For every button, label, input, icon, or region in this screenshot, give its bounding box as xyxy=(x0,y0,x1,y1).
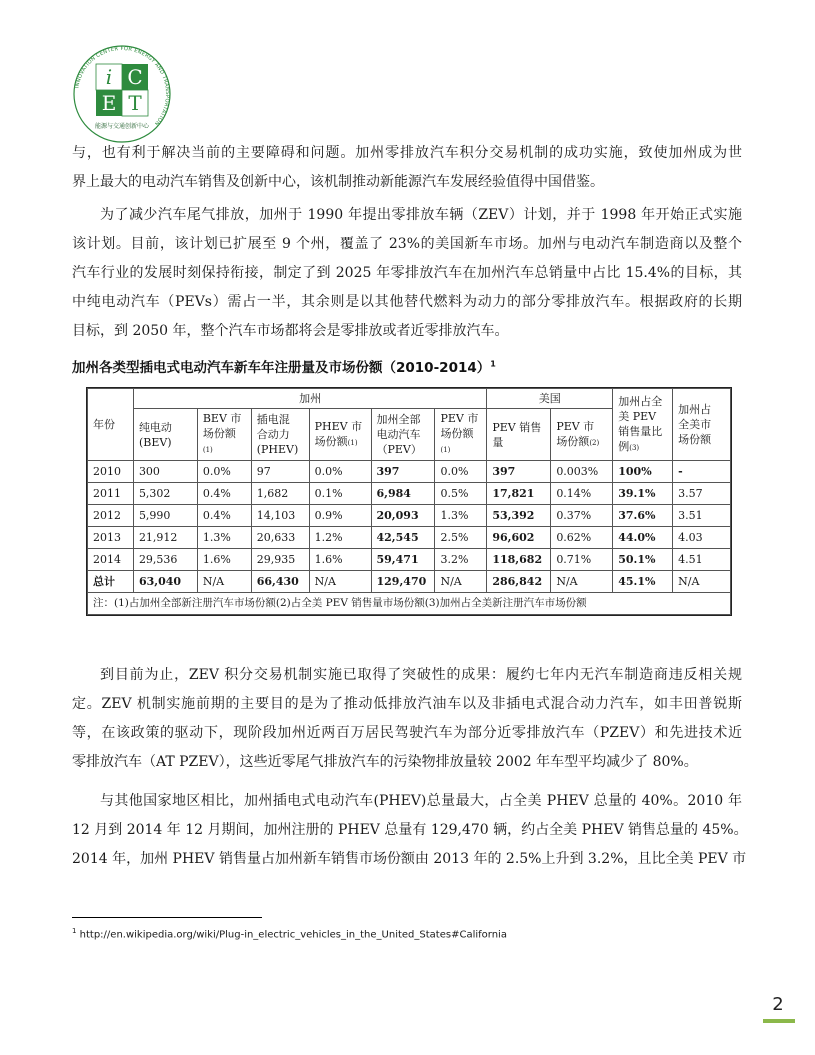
group-header-california: 加州 xyxy=(133,389,486,409)
logo-letter-i: i xyxy=(105,65,113,89)
cell-ca-of-us: 100% xyxy=(613,461,673,483)
cell-phev: 29,935 xyxy=(251,549,309,571)
cell-ca-us-share: 4.51 xyxy=(673,549,731,571)
logo-letter-c: C xyxy=(127,65,143,89)
cell-ca-us-share: 3.57 xyxy=(673,483,731,505)
cell-year: 2014 xyxy=(88,549,134,571)
group-header-us: 美国 xyxy=(487,389,613,409)
cell-phev: 97 xyxy=(251,461,309,483)
cell-ca-total: 20,093 xyxy=(371,505,435,527)
cell-ca-us-share: N/A xyxy=(673,571,731,593)
text-line: 与，也有利于解决当前的主要障碍和问题。加州零排放汽车积分交易机制的成功实施，致使加州成为世 xyxy=(72,145,742,161)
col-bev-share: BEV 市 场份额 (1) xyxy=(197,409,251,461)
cell-phev-share: 0.9% xyxy=(309,505,371,527)
col-phev-share: PHEV 市 场份额(1) xyxy=(309,409,371,461)
text-line: 零排放汽车（AT PZEV），这些近零尾气排放汽车的污染物排放量较 2002 年车型平均减少了 80%。 xyxy=(72,754,698,770)
col-pev-share: PEV 市 场份额 (1) xyxy=(435,409,487,461)
table-total-row xyxy=(88,571,731,593)
cell-bev-share: 0.4% xyxy=(197,483,251,505)
cell-pev-share: 0.0% xyxy=(435,461,487,483)
cell-bev-share: N/A xyxy=(197,571,251,593)
data-table xyxy=(87,388,731,615)
col-bev: 纯电动 (BEV) xyxy=(133,409,197,461)
cell-bev: 5,302 xyxy=(133,483,197,505)
cell-ca-of-us: 39.1% xyxy=(613,483,673,505)
paragraph-4 xyxy=(72,787,748,874)
table-row xyxy=(88,461,731,483)
cell-pev-share: 2.5% xyxy=(435,527,487,549)
cell-phev-share: 0.0% xyxy=(309,461,371,483)
text-line: 为了减少汽车尾气排放，加州于 1990 年提出零排放车辆（ZEV）计划，并于 1998 年开始正式实施 xyxy=(100,207,742,223)
col-year: 年份 xyxy=(88,389,134,461)
page-number-underline xyxy=(763,1019,795,1023)
text-line: 汽车行业的发展时刻保持衔接，制定了到 2025 年零排放汽车在加州汽车总销量中占比 15.4%的目标，其 xyxy=(72,265,742,281)
cell-bev-share: 1.6% xyxy=(197,549,251,571)
table-title: 加州各类型插电式电动汽车新车年注册量及市场份额（2010-2014）$^1$ xyxy=(72,359,496,376)
cell-bev: 300 xyxy=(133,461,197,483)
table-note: 注：(1)占加州全部新注册汽车市场份额(2)占全美 PEV 销售量市场份额(3)加州占全美新注册汽车市场份额 xyxy=(88,593,731,615)
cell-us-share: 0.62% xyxy=(551,527,613,549)
paragraph-1 xyxy=(72,139,742,197)
cell-us-pev: 17,821 xyxy=(487,483,551,505)
cell-ca-us-share: 3.51 xyxy=(673,505,731,527)
col-ca-us-market-share: 加州占 全美市 场份额 xyxy=(673,389,731,461)
cell-ca-us-share: - xyxy=(673,461,731,483)
table-row xyxy=(88,505,731,527)
cell-phev-share: 1.6% xyxy=(309,549,371,571)
text-line: 到目前为止，ZEV 积分交易机制实施已取得了突破性的成果：履约七年内无汽车制造商违反相关规 xyxy=(100,667,742,683)
cell-ca-total: 59,471 xyxy=(371,549,435,571)
cell-bev: 63,040 xyxy=(133,571,197,593)
col-us-pev-share: PEV 市 场份额(2) xyxy=(551,409,613,461)
text-line: 中纯电动汽车（PEVs）需占一半，其余则是以其他替代燃料为动力的部分零排放汽车。根据政府的长期 xyxy=(72,294,742,310)
cell-phev: 66,430 xyxy=(251,571,309,593)
text-line: 目标，到 2050 年，整个汽车市场都将会是零排放或者近零排放汽车。 xyxy=(72,323,509,339)
cell-us-share: 0.003% xyxy=(551,461,613,483)
paragraph-3 xyxy=(72,661,742,777)
text-line: 定。ZEV 机制实施前期的主要目的是为了推动低排放汽油车以及非插电式混合动力汽车，如丰田普锐斯 xyxy=(72,696,742,712)
text-line: 12 月到 2014 年 12 月期间，加州注册的 PHEV 总量有 129,470 辆，约占全美 PHEV 销售总量的 45%。 xyxy=(72,822,748,838)
footnote-ref[interactable]: 1 xyxy=(490,359,496,369)
cell-year: 2010 xyxy=(88,461,134,483)
cell-us-pev: 53,392 xyxy=(487,505,551,527)
cell-us-pev: 397 xyxy=(487,461,551,483)
paragraph-2 xyxy=(72,201,742,346)
table-row xyxy=(88,549,731,571)
cell-us-pev: 96,602 xyxy=(487,527,551,549)
cell-ca-total: 129,470 xyxy=(371,571,435,593)
logo-cn-name: 能源与交通创新中心 xyxy=(94,123,150,130)
cell-bev: 5,990 xyxy=(133,505,197,527)
logo-letter-e: E xyxy=(101,91,117,115)
cell-pev-share: N/A xyxy=(435,571,487,593)
text-line: 界上最大的电动汽车销售及创新中心，该机制推动新能源汽车发展经验值得中国借鉴。 xyxy=(72,174,604,190)
cell-pev-share: 3.2% xyxy=(435,549,487,571)
footnote-divider xyxy=(72,917,262,918)
icet-logo xyxy=(72,44,172,144)
cell-ca-of-us: 45.1% xyxy=(613,571,673,593)
cell-ca-of-us: 37.6% xyxy=(613,505,673,527)
col-phev: 插电混 合动力 (PHEV) xyxy=(251,409,309,461)
footnote xyxy=(72,927,507,940)
footnote-link[interactable]: http://en.wikipedia.org/wiki/Plug-in_electric_vehicles_in_the_United_States#California xyxy=(79,929,507,941)
cell-bev: 21,912 xyxy=(133,527,197,549)
page-number: 2 xyxy=(772,994,784,1015)
cell-year: 2013 xyxy=(88,527,134,549)
cell-phev-share: N/A xyxy=(309,571,371,593)
cell-phev: 20,633 xyxy=(251,527,309,549)
table-row xyxy=(88,483,731,505)
cell-us-pev: 118,682 xyxy=(487,549,551,571)
cell-pev-share: 0.5% xyxy=(435,483,487,505)
cell-us-share: 0.37% xyxy=(551,505,613,527)
text-line: 等，在该政策的驱动下，现阶段加州近两百万居民驾驶汽车为部分近零排放汽车（PZEV）和先进技术近 xyxy=(72,725,742,741)
cell-ca-total: 6,984 xyxy=(371,483,435,505)
col-us-pev-sales: PEV 销售 量 xyxy=(487,409,551,461)
cell-us-share: 0.14% xyxy=(551,483,613,505)
cell-year: 总计 xyxy=(88,571,134,593)
text-line: 与其他国家地区相比，加州插电式电动汽车(PHEV)总量最大，占全美 PHEV 总量的 40%。2010 年 xyxy=(100,793,742,809)
cell-bev: 29,536 xyxy=(133,549,197,571)
cell-us-share: N/A xyxy=(551,571,613,593)
footnote-mark: 1 xyxy=(72,927,77,935)
cell-bev-share: 0.0% xyxy=(197,461,251,483)
cell-ca-us-share: 4.03 xyxy=(673,527,731,549)
cell-pev-share: 1.3% xyxy=(435,505,487,527)
cell-bev-share: 0.4% xyxy=(197,505,251,527)
cell-phev-share: 0.1% xyxy=(309,483,371,505)
cell-year: 2011 xyxy=(88,483,134,505)
text-line: 2014 年，加州 PHEV 销售量占加州新车销售市场份额由 2013 年的 2.5%上升到 3.2%，且比全美 PEV 市 xyxy=(72,851,747,867)
data-table-frame xyxy=(86,387,732,616)
cell-ca-of-us: 50.1% xyxy=(613,549,673,571)
cell-us-share: 0.71% xyxy=(551,549,613,571)
cell-year: 2012 xyxy=(88,505,134,527)
cell-ca-total: 42,545 xyxy=(371,527,435,549)
cell-phev: 1,682 xyxy=(251,483,309,505)
cell-phev: 14,103 xyxy=(251,505,309,527)
table-row xyxy=(88,527,731,549)
cell-bev-share: 1.3% xyxy=(197,527,251,549)
logo-letter-t: T xyxy=(128,91,142,115)
text-line: 该计划。目前，该计划已扩展至 9 个州，覆盖了 23%的美国新车市场。加州与电动汽车制造商以及整个 xyxy=(72,236,742,252)
col-ca-of-us-sales: 加州占全 美 PEV 销售量比 例(3) xyxy=(613,389,673,461)
cell-ca-total: 397 xyxy=(371,461,435,483)
col-ca-total-pev: 加州全部 电动汽车 （PEV） xyxy=(371,409,435,461)
logo-ring-text: INNOVATION CENTER FOR ENERGY AND TRANSPORTATION xyxy=(74,45,171,127)
cell-ca-of-us: 44.0% xyxy=(613,527,673,549)
cell-us-pev: 286,842 xyxy=(487,571,551,593)
cell-phev-share: 1.2% xyxy=(309,527,371,549)
